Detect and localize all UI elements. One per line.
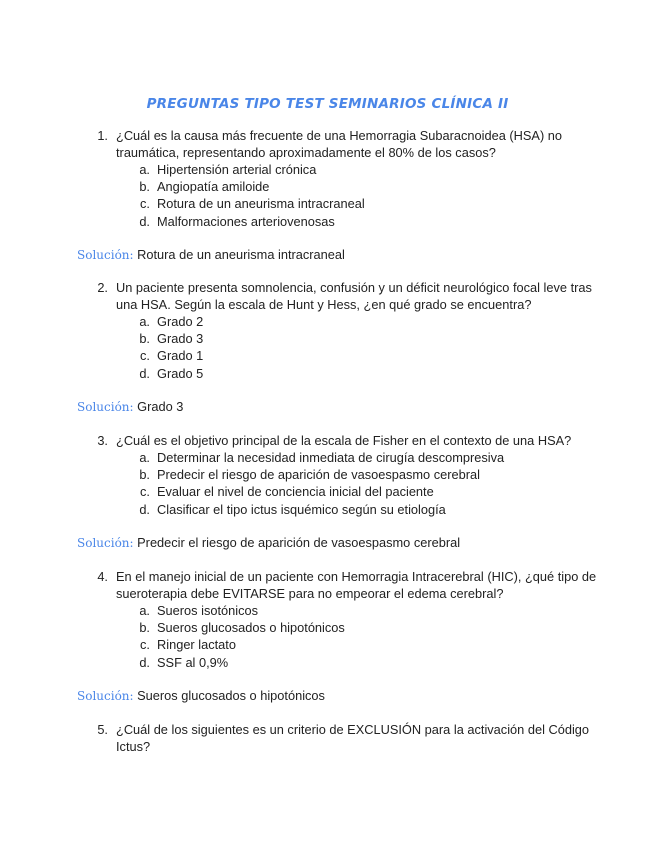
solution-3 [77, 534, 460, 552]
option-b: b. Sueros glucosados o hipotónicos [139, 620, 345, 636]
question-number: 4. [97, 569, 108, 584]
options-list [138, 602, 598, 671]
option-c: c. Rotura de un aneurisma intracraneal [140, 196, 365, 212]
options-list [138, 449, 598, 518]
question-number: 1. [97, 128, 108, 143]
question-4 [98, 568, 598, 671]
solution-1 [77, 246, 345, 264]
question-2 [98, 279, 598, 382]
solution-label: Solución: [77, 536, 134, 550]
option-d: d. Clasificar el tipo ictus isquémico según su etiología [139, 501, 446, 517]
solution-4 [77, 687, 325, 705]
solution-text: Grado 3 [137, 399, 184, 414]
question-5 [98, 721, 598, 755]
option-d: d. SSF al 0,9% [139, 654, 229, 670]
options-list [138, 313, 598, 382]
option-b: b. Predecir el riesgo de aparición de vasoespasmo cerebral [139, 467, 480, 483]
solution-text: Predecir el riesgo de aparición de vasoespasmo cerebral [137, 535, 461, 550]
option-c: c. Evaluar el nivel de conciencia inicial del paciente [140, 484, 434, 500]
question-text: ¿Cuál es el objetivo principal de la escala de Fisher en el contexto de una HSA? [116, 433, 572, 448]
option-a: a. Hipertensión arterial crónica [139, 162, 317, 177]
question-number: 2. [97, 280, 108, 295]
question-1 [98, 127, 598, 230]
options-list [138, 161, 598, 230]
question-text: Un paciente presenta somnolencia, confusión y un déficit neurológico focal leve tras una HSA. Según la escala de Hunt y Hess, ¿en qué grado se encuentra? [116, 280, 592, 312]
solution-text: Rotura de un aneurisma intracraneal [137, 247, 345, 262]
solution-text: Sueros glucosados o hipotónicos [137, 688, 325, 703]
option-d: d. Grado 5 [139, 365, 204, 381]
question-3 [98, 432, 598, 518]
option-d: d. Malformaciones arteriovenosas [139, 213, 335, 229]
option-a: a. Sueros isotónicos [139, 603, 259, 618]
question-number: 3. [97, 433, 108, 448]
question-text: ¿Cuál es la causa más frecuente de una Hemorragia Subaracnoidea (HSA) no traumática, representando aproximadamente el 80% de los casos? [116, 128, 562, 160]
question-number: 5. [97, 722, 108, 737]
option-b: b. Grado 3 [139, 331, 204, 347]
question-text: ¿Cuál de los siguientes es un criterio de EXCLUSIÓN para la activación del Código Ictus? [116, 722, 590, 754]
page-title: PREGUNTAS TIPO TEST SEMINARIOS CLÍNICA II [146, 96, 509, 112]
solution-label: Solución: [77, 689, 134, 703]
option-a: a. Determinar la necesidad inmediata de cirugía descompresiva [139, 450, 505, 465]
option-a: a. Grado 2 [139, 314, 204, 329]
question-text: En el manejo inicial de un paciente con Hemorragia Intracerebral (HIC), ¿qué tipo de sueroterapia debe EVITARSE para no empeorar el edema cerebral? [116, 569, 597, 601]
solution-label: Solución: [77, 400, 134, 414]
option-c: c. Ringer lactato [140, 637, 236, 653]
solution-2 [77, 398, 183, 416]
option-b: b. Angiopatía amiloide [139, 179, 270, 195]
option-c: c. Grado 1 [140, 348, 204, 364]
solution-label: Solución: [77, 248, 134, 262]
